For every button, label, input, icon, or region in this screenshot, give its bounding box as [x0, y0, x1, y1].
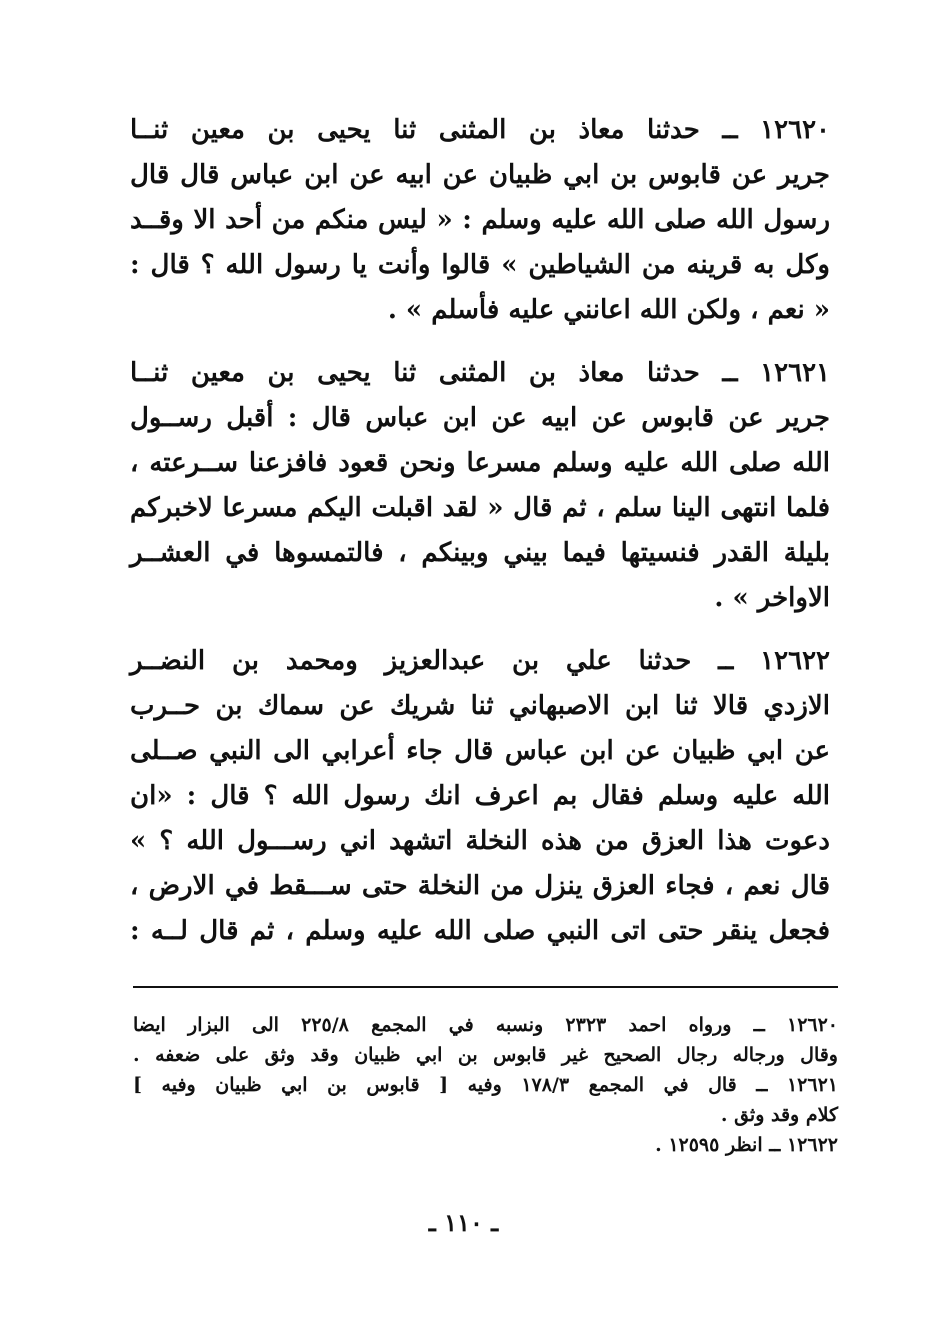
footnote-divider	[133, 986, 838, 988]
text-line: الاواخر » .	[714, 583, 830, 613]
footnote-line: كلام وقد وثق .	[720, 1104, 838, 1126]
text-line: الله صلى الله عليه وسلم مسرعا ونحن قعود فافزعنا ســرعته ،	[130, 448, 830, 478]
text-line: قال نعم ، فجاء العزق ينزل من النخلة حتى ســـقط في الارض ،	[130, 871, 830, 901]
text-line: جرير عن قابوس عن ابيه عن ابن عباس قال : أقبل رســول	[130, 403, 830, 433]
hadith-12620	[130, 108, 830, 333]
paragraph-gap	[130, 621, 830, 639]
text-line: فلما انتهى الينا سلم ، ثم قال « لقد اقبلت اليكم مسرعا لاخبركم	[130, 493, 830, 523]
text-line: جرير عن قابوس بن ابي ظبيان عن ابيه عن ابن عباس قال قال	[130, 160, 830, 190]
footnotes	[133, 1010, 838, 1160]
text-line: بليلة القدر فنسيتها فيما بيني وبينكم ، فالتمسوها في العشــر	[130, 538, 830, 568]
footnote-line: ١٢٦٢٠ ــ ورواه احمد ٢٣٢٣ ونسبه في المجمع ٢٢٥/٨ الى البزار ايضا	[133, 1014, 839, 1036]
text-line: فجعل ينقر حتى اتى النبي صلى الله عليه وسلم ، ثم قال لــه :	[130, 916, 830, 946]
text-line: الازدي قالا ثنا ابن الاصبهاني ثنا شريك عن سماك بن حــرب	[130, 691, 830, 721]
text-line: ١٢٦٢١ ــ حدثنا معاذ بن المثنى ثنا يحيى بن معين ثنــا	[130, 358, 830, 388]
main-text	[130, 108, 830, 954]
text-line: ١٢٦٢٢ ــ حدثنا علي بن عبدالعزيز ومحمد بن النضــر	[130, 646, 830, 676]
text-line: الله عليه وسلم فقال بم اعرف انك رسول الله ؟ قال : «ان	[130, 781, 830, 811]
paragraph-gap	[130, 333, 830, 351]
page-number: ـ ١١٠ ـ	[428, 1208, 499, 1237]
hadith-12622	[130, 639, 830, 954]
text-line: وكل به قرينه من الشياطين » قالوا وأنت يا رسول الله ؟ قال :	[130, 250, 830, 280]
text-line: دعوت هذا العزق من هذه النخلة اتشهد اني رســـول الله ؟ »	[130, 826, 830, 856]
text-line: رسول الله صلى الله عليه وسلم : « ليس منكم من أحد الا وقــد	[130, 205, 830, 235]
footnote-line: وقال ورجاله رجال الصحيح غير قابوس بن ابي ظبيان وقد وثق على ضعفه .	[133, 1044, 838, 1066]
hadith-12621	[130, 351, 830, 621]
footnote-line: ١٢٦٢١ ــ قال في المجمع ١٧٨/٣ وفيه [ قابوس بن ابي ظبيان وفيه ]	[133, 1074, 838, 1096]
text-line: « نعم ، ولكن الله اعانني عليه فأسلم » .	[387, 295, 830, 325]
text-line: ١٢٦٢٠ ــ حدثنا معاذ بن المثنى ثنا يحيى بن معين ثنــا	[130, 115, 830, 145]
footnote-line: ١٢٦٢٢ ــ انظر ١٢٥٩٥ .	[655, 1134, 838, 1156]
text-line: عن ابي ظبيان عن ابن عباس قال جاء أعرابي الى النبي صــلى	[130, 736, 830, 766]
